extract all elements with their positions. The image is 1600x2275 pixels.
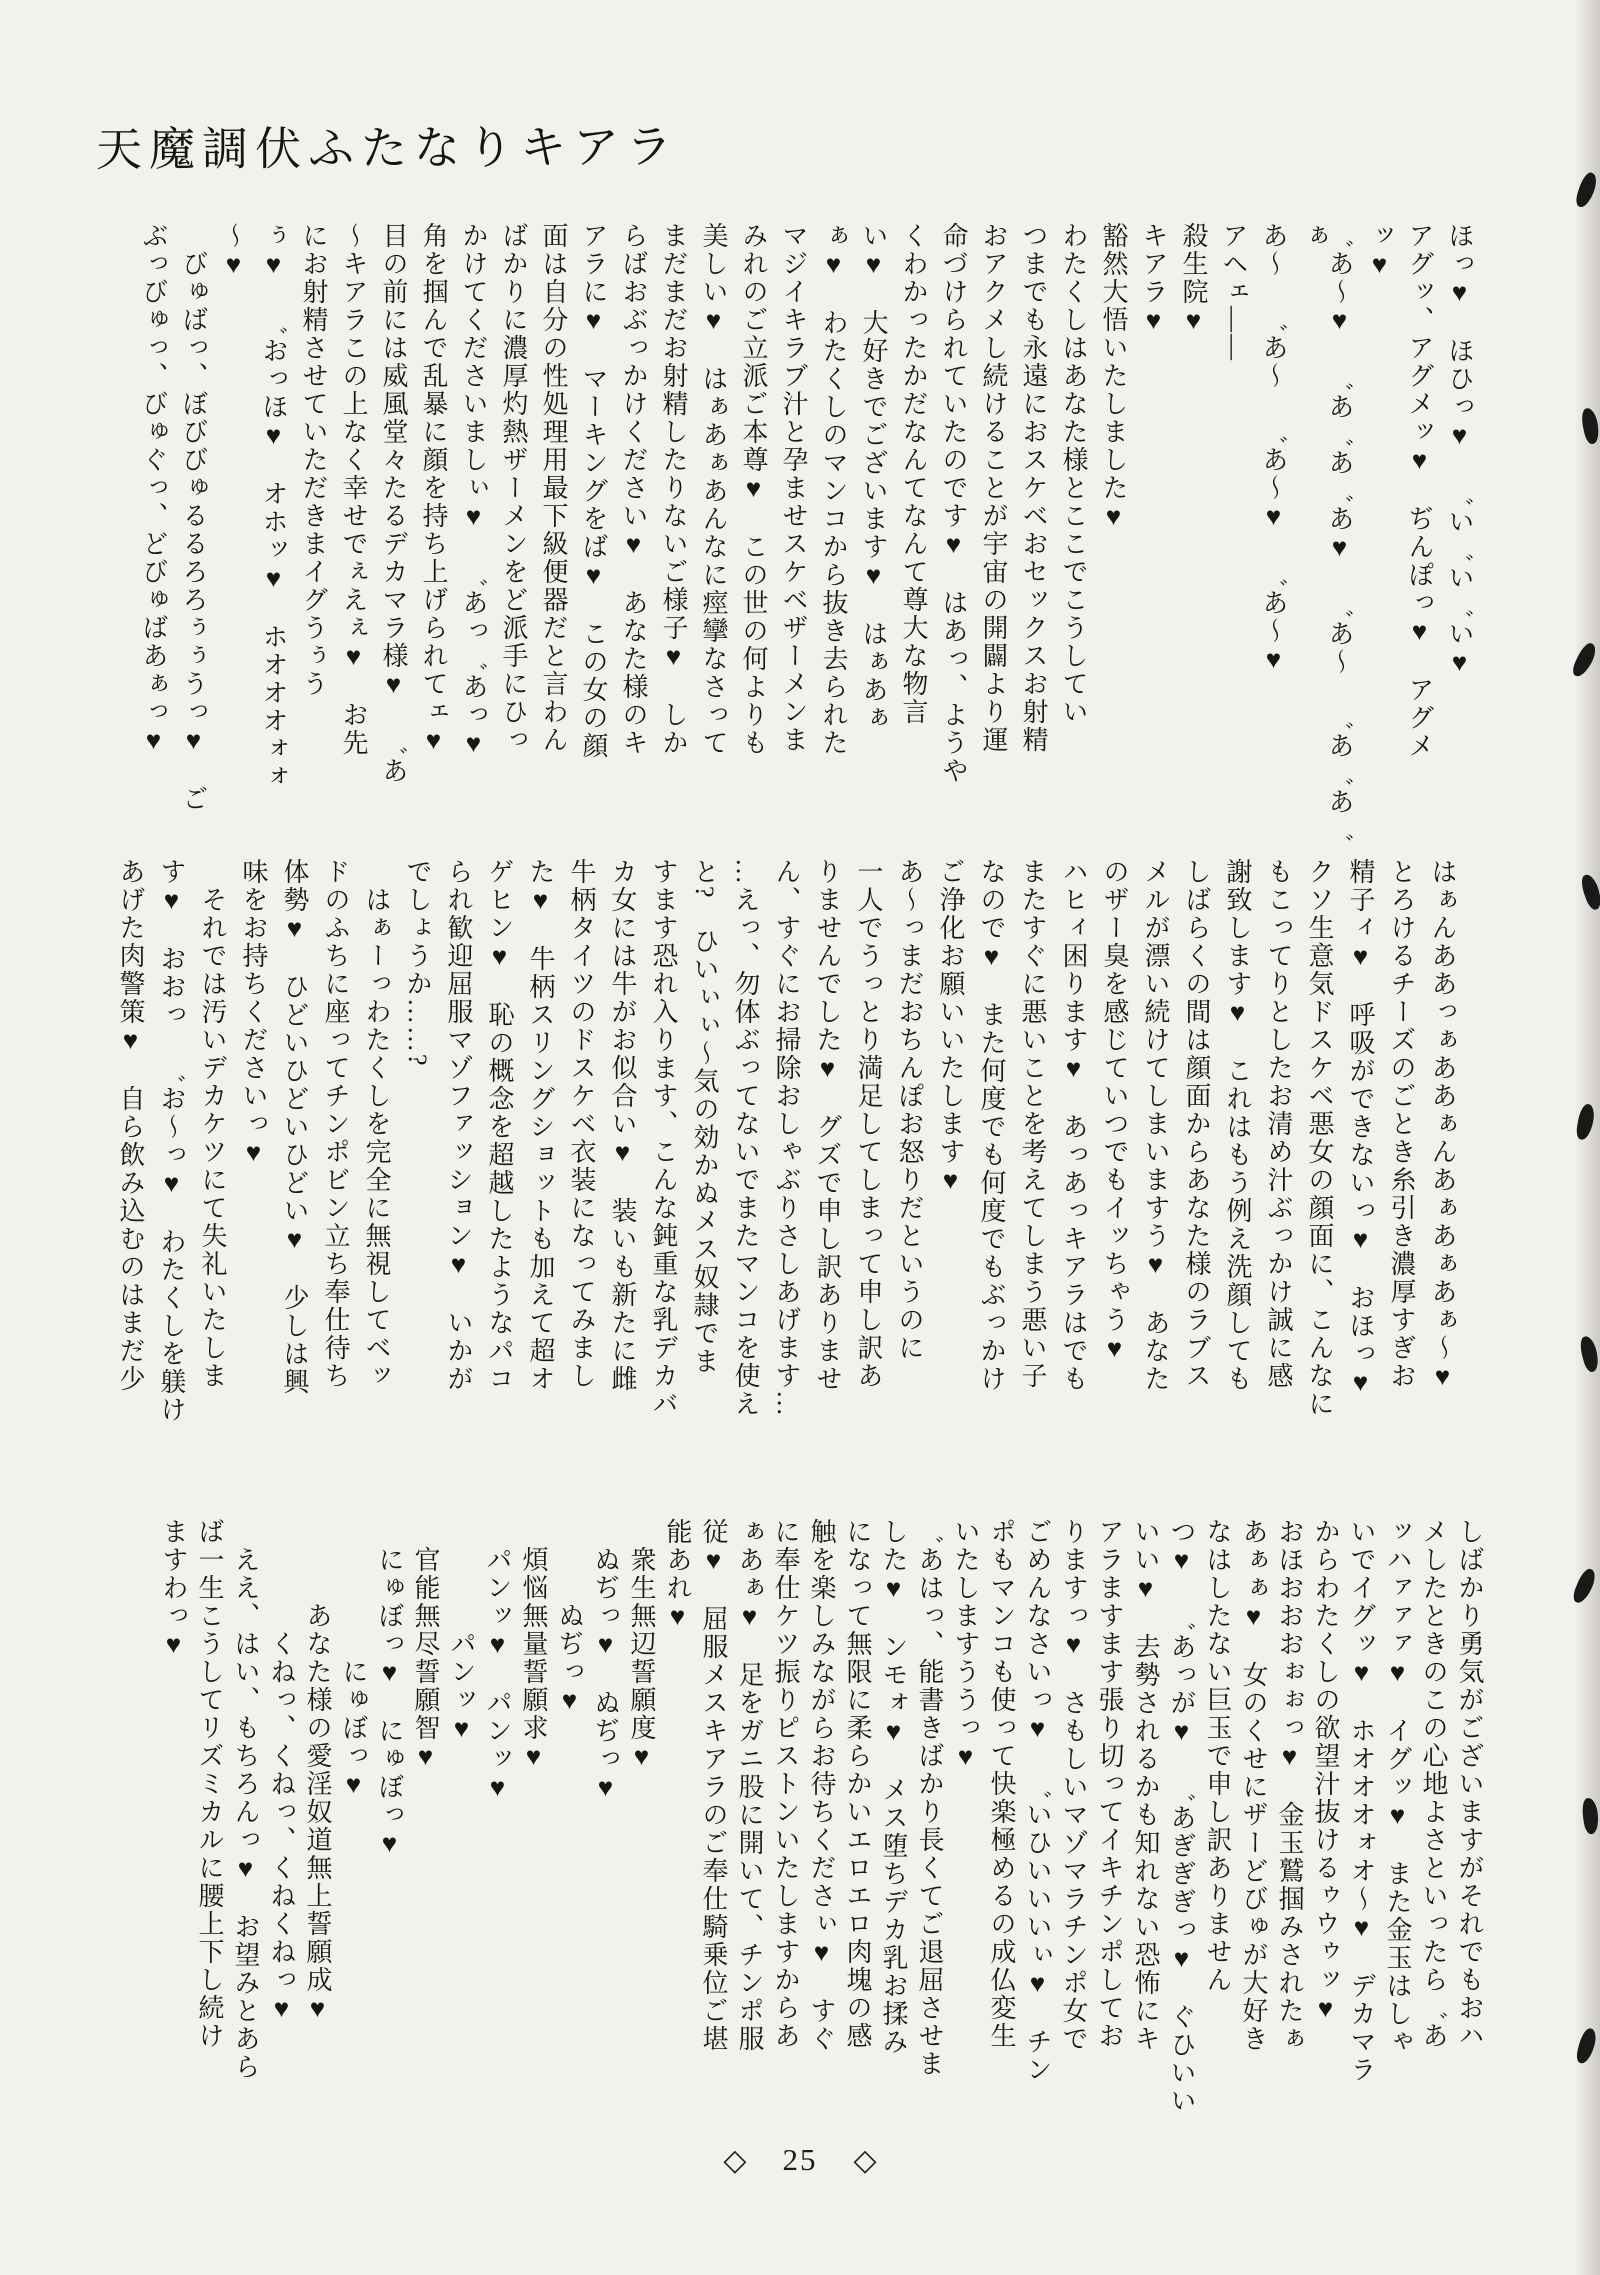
page-title: 天魔調伏ふたなりキアラ — [95, 121, 680, 176]
text-column: あなた様の愛淫奴道無上誓願成♥ — [303, 1518, 332, 2025]
text-column: ご浄化お願いいたします♥ — [936, 858, 965, 1197]
text-column: クソ生意気ドスケベ悪女の顔面に、こんなに — [1305, 858, 1334, 1418]
text-column: 衆生無辺誓願度♥ — [627, 1518, 656, 1773]
text-column: に奉仕ケツ振りピストンいたしますからあ — [771, 1518, 800, 2050]
text-column: ばかりに濃厚灼熱ザーメンをど派手にひっ — [499, 222, 528, 754]
text-column: になって無限に柔らかいエロエロ肉塊の感 — [843, 1518, 872, 2050]
page-footer — [0, 2142, 1600, 2178]
text-column: ッハァァァ♥ イグッ♥ また金玉はしゃ — [1383, 1518, 1412, 2056]
text-column: アラに♥ マーキングをば♥ この女の顔 — [579, 222, 608, 760]
text-column: いたしますううっ♥ — [951, 1518, 980, 1773]
text-column: ん、すぐにお掃除おしゃぶりさしあげます… — [772, 858, 801, 1418]
text-column: あげた肉警策♥ 自ら飲み込むのはまだ少 — [116, 858, 145, 1393]
text-column: パンッ♥ パンッ♥ — [483, 1518, 512, 1804]
text-column: いい♥ 去勢されるかも知れない恐怖にキ — [1131, 1518, 1160, 2053]
page-number: 25 — [782, 2142, 818, 2177]
text-column: アラますます張り切ってイキチンポしてお — [1095, 1518, 1124, 2050]
text-column: アグッ、アグメッ♥ ぢんぽっ♥ アグメ — [1405, 222, 1434, 760]
text-column: 触を楽しみながらお待ちくださぃ♥ すぐ — [807, 1518, 836, 2053]
text-block-middle — [102, 858, 1455, 1498]
text-column: ポもマンコも使って快楽極めるの成仏変生 — [987, 1518, 1016, 2050]
text-column: くわかったかだなんてなんて尊大な物言 — [899, 222, 928, 726]
text-column: ごめんなさいっ♥ ゛いひいいいぃ♥ チン — [1023, 1518, 1052, 2084]
diamond-icon: ◇ — [853, 2143, 877, 2177]
text-column: した♥ ンモォ♥ メス堕ちデカ乳お揉み — [879, 1518, 908, 2056]
text-column: た♥ 牛柄スリングショットも加えて超オ — [526, 858, 555, 1393]
text-column: つまでも永遠におスケベおセックスお射精 — [1019, 222, 1048, 754]
text-column: ゛あはっ、能書きばかり長くてご退屈させま — [915, 1518, 944, 2078]
text-column: もこってりとしたお清め汁ぶっかけ誠に感 — [1264, 858, 1293, 1390]
text-column: ええ、はい、もちろんっ♥ お望みとあら — [231, 1518, 260, 2081]
text-column: と? ひいぃぃ〜気の効かぬメス奴隷でま — [690, 858, 719, 1376]
text-column: わたくしはあなた様とここでこうしてい — [1059, 222, 1088, 726]
text-column: アヘェ―― — [1219, 222, 1248, 362]
text-column: 命づけられていたのです♥ はあっ、ようや — [939, 222, 968, 785]
text-column: ゲヒン♥ 恥の概念を超越したようなパコ — [485, 858, 514, 1393]
text-column: りませんでした♥ グズで申し訳ありませ — [813, 858, 842, 1393]
text-column: ドのふちに座ってチンポビン立ち奉仕待ち — [321, 858, 350, 1390]
text-column: まだまだお射精したりないご様子♥ しか — [659, 222, 688, 757]
text-column: 〜♥ — [219, 222, 248, 281]
text-column: りますっ♥ さもしいマゾマラチンポ女で — [1059, 1518, 1088, 2053]
text-column: ぁあぁ♥ 足をガニ股に開いて、チンポ服 — [735, 1518, 764, 2053]
text-column: パンッ♥ — [447, 1518, 476, 1745]
text-column: 角を掴んで乱暴に顔を持ち上げられてェ♥ — [419, 222, 448, 757]
text-column: 殺生院♥ — [1179, 222, 1208, 337]
text-column: 一人でうっとり満足してしまって申し訳あ — [854, 858, 883, 1390]
text-column: 豁然大悟いたしました♥ — [1099, 222, 1128, 533]
text-column: しばらくの間は顔面からあなた様のラブス — [1182, 858, 1211, 1390]
text-column: 従♥ 屈服メスキアラのご奉仕騎乗位ご堪 — [699, 1518, 728, 2053]
text-column: つ♥ ゛あっが♥ ゛あぎぎぎっ♥ ぐひいい — [1167, 1518, 1196, 2115]
text-column: あ〜 ゛あ〜 ゛あ〜♥ ゛あ〜♥ — [1259, 222, 1288, 676]
text-column: ぅ♥ ゛おっほ♥ オホッ♥ ホオオオォォ — [259, 222, 288, 791]
text-column: のザー臭を感じていつでもイッちゃう♥ — [1100, 858, 1129, 1365]
text-column: …えっ、勿体ぶってないでまたマンコを使え — [731, 858, 760, 1418]
text-column: ぬぢっ♥ — [555, 1518, 584, 1717]
text-column: ゛あ〜♥ ゛あ゛あ゛あ♥ ゛あ〜 ゛あ゛あ゛ぁ — [1299, 222, 1354, 844]
text-column: 牛柄タイツのドスケベ衣装になってみまし — [567, 858, 596, 1390]
text-column: 目の前には威風堂々たるデカマラ様♥ ゛あ — [379, 222, 408, 785]
text-column: かけてくださいましぃ♥ ゛あっ゛あっ♥ — [459, 222, 488, 760]
text-column: 能あれ♥ — [663, 1518, 692, 1633]
text-column: とろけるチーズのごとき糸引き濃厚すぎお — [1387, 858, 1416, 1390]
text-column: 味をお持ちくださいっ♥ — [239, 858, 268, 1169]
text-column: あぁぁ♥ 女のくせにザーどびゅが大好き — [1239, 1518, 1268, 2053]
text-column: メルが漂い続けてしまいますう♥ あなた — [1141, 858, 1170, 1393]
text-column: あ〜っまだおちんぽお怒りだというのに — [895, 858, 924, 1362]
text-column: みれのご立派ご本尊♥ この世の何よりも — [739, 222, 768, 757]
text-column: でしょうか……? — [403, 858, 432, 1068]
text-column: はぁーっわたくしを完全に無視してベッ — [362, 858, 391, 1390]
text-column: はぁんああっぁああぁんあぁあぁあぁ〜♥ — [1428, 858, 1457, 1393]
text-column: ほっ♥ ほひっ♥ ゛い゛い゛い♥ — [1445, 222, 1474, 679]
text-column: ッ♥ — [1365, 222, 1394, 281]
text-block-bottom — [150, 1518, 1482, 2168]
text-column: 煩悩無量誓願求♥ — [519, 1518, 548, 1773]
text-column: マジイキラブ汁と孕ませスケベザーメンま — [779, 222, 808, 754]
text-column: にゅぼっ♥ — [339, 1518, 368, 1801]
diamond-icon: ◇ — [723, 2143, 747, 2177]
text-column: ぁ♥ わたくしのマンコから抜き去られた — [819, 222, 848, 757]
text-column: 美しい♥ はぁあぁあんなに痙攣なさって — [699, 222, 728, 757]
text-column: 精子ィ♥ 呼吸ができないっ♥ おほっ♥ — [1346, 858, 1375, 1399]
text-column: メしたときのこの心地よさといったら゛あ — [1419, 1518, 1448, 2050]
text-column: にゅぼっ♥ にゅぼっ♥ — [375, 1518, 404, 1860]
text-column: びゅばっ、ぼびびゅるるろろぅぅうっ♥ ご — [179, 222, 208, 813]
text-column: しばかり勇気がございますがそれでもおハ — [1455, 1518, 1484, 2050]
text-column: 面は自分の性処理用最下級便器だと言わん — [539, 222, 568, 754]
text-column: おアクメし続けることが宇宙の開闢より運 — [979, 222, 1008, 754]
text-column: にお射精させていただきまイグうぅう — [299, 222, 328, 698]
text-column: らばおぶっかけください♥ あなた様のキ — [619, 222, 648, 757]
text-column: なはしたない巨玉で申し訳ありません — [1203, 1518, 1232, 1994]
text-block-top — [126, 222, 1472, 862]
text-column: ますわっ♥ — [159, 1518, 188, 1661]
text-column: おほおおおぉぉっ♥ 金玉鷲掴みされたぁ — [1275, 1518, 1304, 2053]
text-column: ぬぢっ♥ ぬぢっ♥ — [591, 1518, 620, 1804]
text-column: い♥ 大好きでございます♥ はぁあぁ — [859, 222, 888, 732]
text-column: いでイグッ♥ ホオオオォオ〜♥ デカマラ — [1347, 1518, 1376, 2084]
text-column: それでは汚いデカケツにて失礼いたしま — [198, 858, 227, 1390]
text-column: す♥ おおっ ゛お〜っ♥ わたくしを躾け — [157, 858, 186, 1424]
text-column: 体勢♥ ひどいひどいひどい♥ 少しは興 — [280, 858, 309, 1396]
text-column: からわたくしの欲望汁抜けるゥウゥッ♥ — [1311, 1518, 1340, 2025]
text-column: 官能無尽誓願智♥ — [411, 1518, 440, 1773]
text-column: 〜キアラこの上なく幸せでぇえぇ♥ お先 — [339, 222, 368, 757]
text-column: られ歓迎屈服マゾファッション♥ いかが — [444, 858, 473, 1393]
text-column: キアラ♥ — [1139, 222, 1168, 337]
text-column: なので♥ また何度でも何度でもぶっかけ — [977, 858, 1006, 1393]
text-column: ば一生こうしてリズミカルに腰上下し続け — [195, 1518, 224, 2050]
text-column: 謝致します♥ これはもう例え洗顔しても — [1223, 858, 1252, 1393]
text-column: カ女には牛がお似合い♥ 装いも新たに雌 — [608, 858, 637, 1393]
text-column: またすぐに悪いことを考えてしまう悪い子 — [1018, 858, 1047, 1390]
text-column: くねっ、くねっ、くねくねっ♥ — [267, 1518, 296, 2025]
text-column: ぶっびゅっ、びゅぐっ、どびゅばあぁっ♥ — [139, 222, 168, 757]
text-column: ハヒィ困ります♥ あっあっキアラはでも — [1059, 858, 1088, 1393]
text-column: すます恐れ入ります、こんな鈍重な乳デカバ — [649, 858, 678, 1418]
